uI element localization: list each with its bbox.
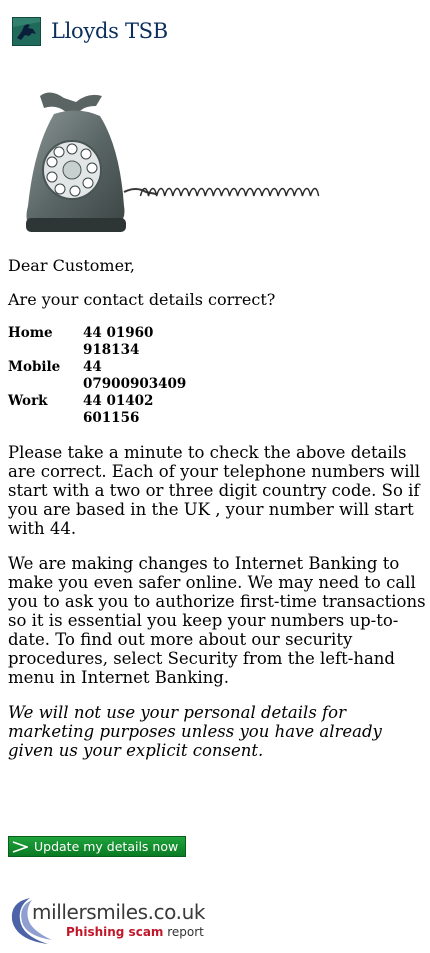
question-heading: Are your contact details correct? — [8, 290, 276, 309]
contact-row-work — [8, 393, 171, 427]
millersmiles-site: millersmiles.co.uk — [32, 900, 206, 924]
contact-number: 44 01402 601156 — [83, 393, 154, 426]
greeting: Dear Customer, — [8, 256, 136, 275]
contact-number: 44 07900903409 — [83, 359, 187, 392]
contact-details — [8, 325, 187, 427]
phishing-report-tag — [66, 925, 204, 939]
horse-logo-icon — [12, 17, 41, 46]
check-details-paragraph: Please take a minute to check the above details are correct. Each of your telephone numbers will start with a two or three digit country code. So if you are based in the UK , your number will start with 44. — [8, 443, 421, 538]
security-paragraph: We are making changes to Internet Banking to make you even safer online. We may need to call you to ask you to authorize first-time transactions so it is essential you keep your numbers up-to-date. To find out more about our security procedures, select Security from the left-hand menu in Internet Banking. — [8, 554, 426, 687]
telephone-icon — [20, 88, 365, 236]
contact-label: Mobile — [8, 359, 61, 375]
privacy-paragraph: We will not use your personal details for marketing purposes unless you have already given us your explicit consent. — [8, 703, 382, 760]
update-details-button[interactable] — [8, 836, 186, 857]
update-button-label: Update my details now — [34, 839, 179, 854]
contact-row-mobile — [8, 359, 187, 393]
tag-bold: Phishing scam — [66, 925, 164, 939]
brand-name: Lloyds TSB — [51, 19, 168, 43]
millersmiles-logo[interactable] — [8, 894, 228, 946]
brand-header — [12, 16, 168, 46]
contact-row-home — [8, 325, 171, 359]
chevron-right-icon — [9, 841, 31, 853]
tag-rest: report — [163, 925, 204, 939]
contact-label: Work — [8, 393, 48, 409]
contact-label: Home — [8, 325, 53, 341]
contact-number: 44 01960 918134 — [83, 325, 154, 358]
